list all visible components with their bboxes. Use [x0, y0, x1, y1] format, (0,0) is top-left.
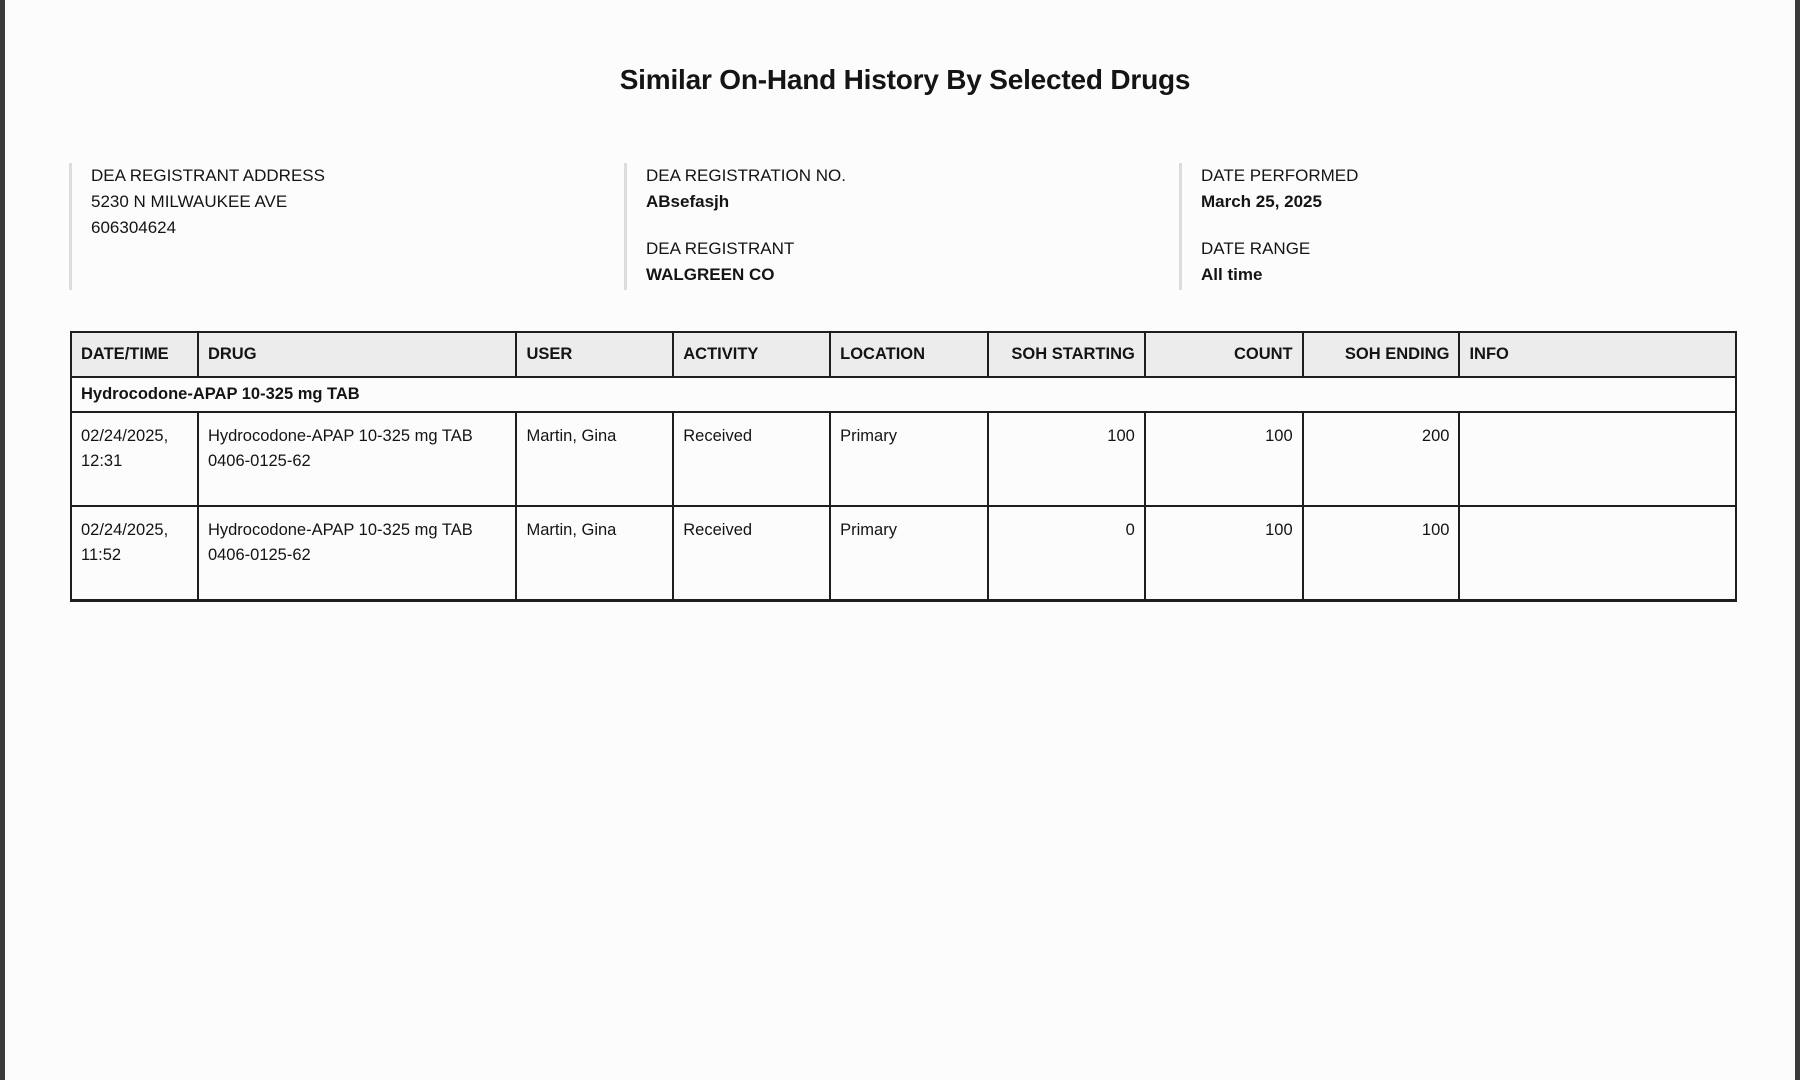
- cell-info: [1459, 506, 1736, 600]
- cell-count: 100: [1145, 506, 1303, 600]
- date-performed-label: DATE PERFORMED: [1201, 166, 1359, 185]
- cell-soh-starting: 100: [988, 412, 1145, 506]
- registration-block: [624, 163, 1164, 290]
- registrant-label: DEA REGISTRANT: [646, 239, 795, 258]
- cell-activity: Received: [673, 506, 830, 600]
- drug-group-label: Hydrocodone-APAP 10-325 mg TAB: [71, 377, 1736, 412]
- col-header-soh-starting: SOH STARTING: [988, 332, 1145, 377]
- reg-no-value: ABsefasjh: [646, 192, 730, 211]
- report-title: Similar On-Hand History By Selected Drugs: [619, 64, 1191, 95]
- col-header-datetime: DATE/TIME: [71, 332, 198, 377]
- cell-drug-ndc: 0406-0125-62: [207, 546, 311, 564]
- col-header-soh-ending: SOH ENDING: [1303, 332, 1460, 377]
- address-label: DEA REGISTRANT ADDRESS: [91, 166, 325, 185]
- cell-drug-name: Hydrocodone-APAP 10-325 mg TAB: [207, 521, 473, 539]
- history-table: [70, 331, 1737, 602]
- cell-time: 11:52: [81, 546, 122, 564]
- col-header-activity: ACTIVITY: [673, 332, 830, 377]
- cell-activity: Received: [673, 412, 830, 506]
- table-row: [71, 506, 1736, 600]
- address-block: [69, 163, 609, 290]
- date-block: [1179, 163, 1719, 290]
- cell-soh-ending: 200: [1303, 412, 1460, 506]
- date-performed-value: March 25, 2025: [1201, 192, 1322, 211]
- cell-location: Primary: [830, 412, 988, 506]
- cell-drug-name: Hydrocodone-APAP 10-325 mg TAB: [207, 427, 473, 445]
- cell-count: 100: [1145, 412, 1303, 506]
- cell-location: Primary: [830, 506, 988, 600]
- col-header-drug: DRUG: [198, 332, 517, 377]
- cell-date: 02/24/2025,: [81, 521, 169, 539]
- reg-no-label: DEA REGISTRATION NO.: [646, 166, 846, 185]
- address-line1: 5230 N MILWAUKEE AVE: [91, 192, 288, 211]
- cell-drug: [198, 412, 517, 506]
- cell-date: 02/24/2025,: [81, 427, 169, 445]
- cell-drug: [198, 506, 517, 600]
- drug-group-row: [71, 377, 1736, 412]
- cell-datetime: [71, 412, 198, 506]
- table-header-row: [71, 332, 1736, 377]
- cell-datetime: [71, 506, 198, 600]
- col-header-user: USER: [516, 332, 673, 377]
- cell-soh-starting: 0: [988, 506, 1145, 600]
- cell-info: [1459, 412, 1736, 506]
- cell-soh-ending: 100: [1303, 506, 1460, 600]
- date-range-value: All time: [1201, 265, 1263, 284]
- col-header-location: LOCATION: [830, 332, 988, 377]
- date-range-label: DATE RANGE: [1201, 239, 1311, 258]
- address-line2: 606304624: [91, 218, 177, 237]
- cell-time: 12:31: [81, 452, 123, 470]
- cell-user: Martin, Gina: [516, 412, 673, 506]
- cell-user: Martin, Gina: [516, 506, 673, 600]
- col-header-count: COUNT: [1145, 332, 1303, 377]
- cell-drug-ndc: 0406-0125-62: [207, 452, 311, 470]
- registrant-value: WALGREEN CO: [646, 265, 775, 284]
- col-header-info: INFO: [1459, 332, 1736, 377]
- table-row: [71, 412, 1736, 506]
